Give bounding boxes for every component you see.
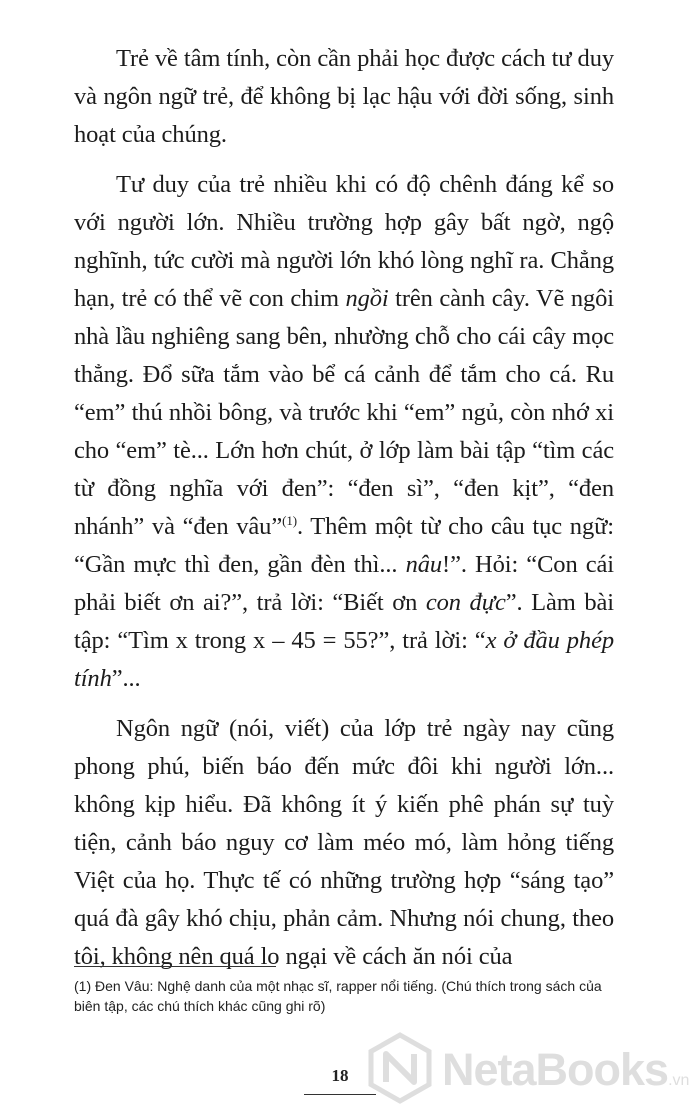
paragraph-2-italic-ngoi: ngồi	[345, 285, 389, 312]
book-page-body	[74, 40, 614, 988]
paragraph-2-italic-answer: x ở đầu phép tính	[74, 627, 615, 692]
paragraph-3	[74, 710, 614, 976]
paragraph-2-text-f: !”. Hỏi: “Con cái phải biết ơn ai?”, trả lời: “Biết ơn	[74, 551, 614, 616]
watermark-brand	[442, 1044, 689, 1096]
paragraph-2-italic-con-duc: con đực	[425, 589, 506, 616]
paragraph-2-text-j: ”...	[111, 665, 141, 692]
paragraph-1	[74, 40, 614, 154]
paragraph-2-text-d: . Thêm một từ cho câu tục ngữ: “Gần mực thì đen, gần đèn thì...	[74, 513, 614, 578]
footnote: (1) Đen Vâu: Nghệ danh của một nhạc sĩ, rapper nổi tiếng. (Chú thích trong sách của biên tập, các chú thích khác cũng ghi rõ)	[74, 978, 602, 1014]
paragraph-2	[74, 166, 614, 698]
paragraph-2-text-a: Tư duy của trẻ nhiều khi có độ chênh đáng kể so với người lớn. Nhiều trường hợp gây bất ngờ, ngộ nghĩnh, tức cười mà người lớn khó lòng nghĩ ra. Chẳng hạn, trẻ có thể vẽ con chim	[74, 171, 614, 312]
footnote-divider	[74, 966, 276, 967]
paragraph-3-text: Ngôn ngữ (nói, viết) của lớp trẻ ngày nay cũng phong phú, biến báo đến mức đôi khi người lớn... không kịp hiểu. Đã không ít ý kiến phê phán sự tuỳ tiện, cảnh báo nguy cơ làm méo mó, làm hỏng tiếng Việt của họ. Thực tế có những trường hợp “sáng tạo” quá đà gây khó chịu, phản cảm. Nhưng nói chung, theo tôi, không nên quá lo ngại về cách ăn nói của	[74, 715, 614, 970]
netabooks-logo-icon	[364, 1032, 436, 1104]
paragraph-2-text-h: ”. Làm bài tập: “Tìm x trong x – 45 = 55?”, trả lời: “	[74, 589, 615, 654]
footnote-reference: (1)	[282, 512, 297, 528]
watermark	[360, 1028, 690, 1108]
paragraph-2-italic-nau: nâu	[405, 551, 443, 578]
watermark-brand-name: NetaBooks	[442, 1044, 669, 1095]
page-number: 18	[331, 1066, 349, 1085]
paragraph-2-text-c: trên cành cây. Vẽ ngôi nhà lầu nghiêng sang bên, nhường chỗ cho cái cây mọc thẳng. Đổ sữa tắm vào bể cá cảnh để tắm cho cá. Ru “em” thú nhồi bông, và trước khi “em” ngủ, còn nhớ xi cho “em” tè... Lớn hơn chút, ở lớp làm bài tập “tìm các từ đồng nghĩa với đen”: “đen sì”, “đen kịt”, “đen nhánh” và “đen vâu”	[74, 285, 614, 540]
watermark-brand-suffix: .vn	[668, 1072, 690, 1089]
paragraph-1-text: Trẻ về tâm tính, còn cần phải học được cách tư duy và ngôn ngữ trẻ, để không bị lạc hậu với đời sống, sinh hoạt của chúng.	[74, 45, 614, 148]
